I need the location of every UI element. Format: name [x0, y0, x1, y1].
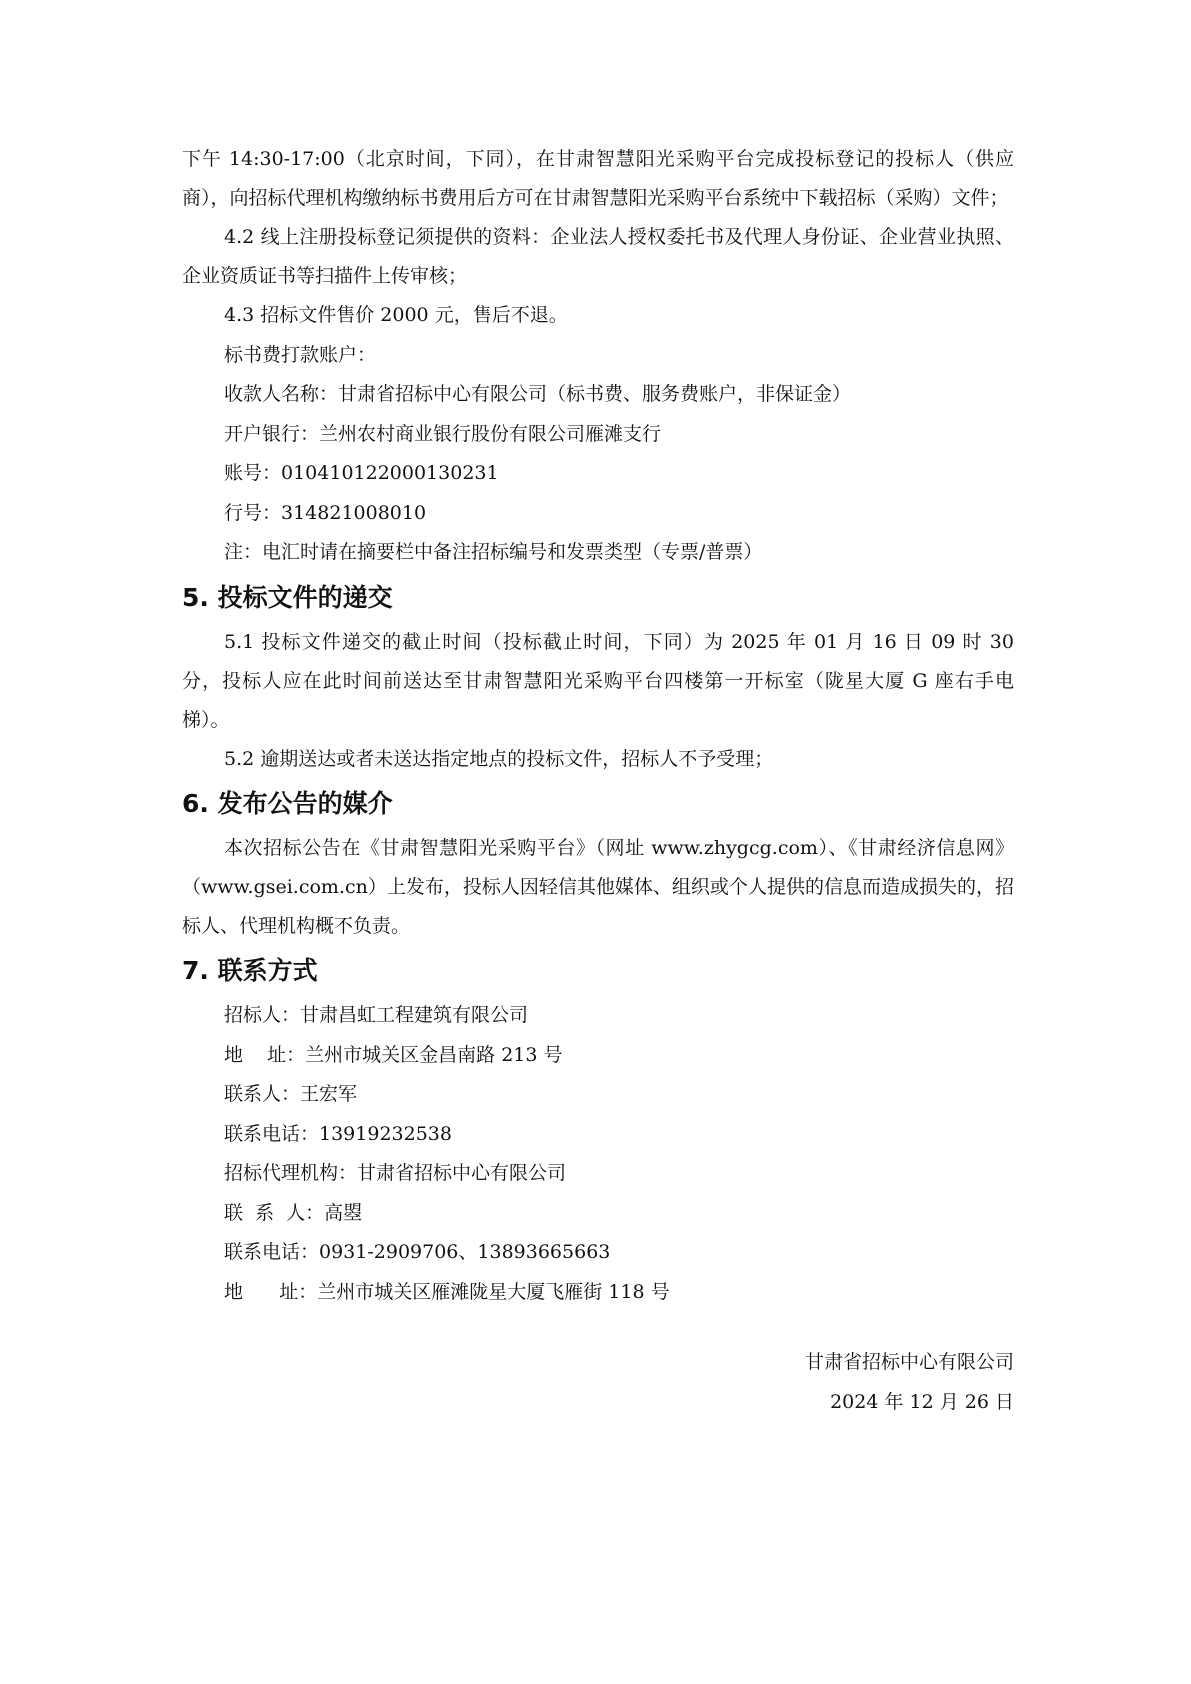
account-title: 标书费打款账户： — [224, 343, 377, 366]
payee-name: 收款人名称：甘肃省招标中心有限公司（标书费、服务费账户，非保证金） — [224, 383, 852, 405]
section-5-heading: 5. 投标文件的递交 — [182, 582, 393, 612]
intro-paragraph: 下午 14:30-17:00（北京时间，下同），在甘肃智慧阳光采购平台完成投标登记的投标人（供应商），向招标代理机构缴纳标书费用后方可在甘肃智慧阳光采购平台系统中下载招标（采购）文件； — [182, 148, 1014, 209]
agency-address: 地 址：兰州市城关区雁滩陇星大厦飞雁街 118 号 — [224, 1280, 670, 1303]
section-6-heading: 6. 发布公告的媒介 — [182, 789, 393, 818]
tenderer-contact: 联系人：王宏军 — [224, 1083, 358, 1105]
tenderer-line: 招标人：甘肃昌虹工程建筑有限公司 — [224, 1004, 529, 1026]
account-number: 账号：010410122000130231 — [224, 462, 499, 484]
agency-contact: 联 系 人：高曌 — [224, 1201, 363, 1224]
signature-block — [182, 1342, 1014, 1422]
document-page — [182, 140, 1014, 1422]
tenderer-address: 地 址：兰州市城关区金昌南路 213 号 — [224, 1043, 563, 1066]
agency-line: 招标代理机构：甘肃省招标中心有限公司 — [224, 1162, 567, 1184]
agency-phone: 联系电话：0931-2909706、13893665663 — [224, 1241, 611, 1263]
signature-organization: 甘肃省招标中心有限公司 — [804, 1351, 1014, 1373]
media-paragraph: 本次招标公告在《甘肃智慧阳光采购平台》（网址 www.zhygcg.com）、《甘肃经济信息网》（www.gsei.com.cn）上发布，投标人因轻信其他媒体、组织或个人提供的信息而造成损失的，招标人、代理机构概不负责。 — [182, 837, 1014, 937]
clause-4-2: 4.2 线上注册投标登记须提供的资料：企业法人授权委托书及代理人身份证、企业营业执照、企业资质证书等扫描件上传审核； — [182, 226, 1014, 287]
remittance-note: 注：电汇时请在摘要栏中备注招标编号和发票类型（专票/普票） — [224, 541, 763, 563]
bank-name: 开户银行：兰州农村商业银行股份有限公司雁滩支行 — [224, 422, 662, 445]
clause-5-2: 5.2 逾期送达或者未送达指定地点的投标文件，招标人不予受理； — [224, 747, 774, 770]
tenderer-phone: 联系电话：13919232538 — [224, 1122, 452, 1145]
signature-date: 2024 年 12 月 26 日 — [830, 1391, 1014, 1413]
clause-4-3: 4.3 招标文件售价 2000 元，售后不退。 — [224, 304, 568, 326]
bank-number: 行号：314821008010 — [224, 501, 427, 524]
clause-5-1: 5.1 投标文件递交的截止时间（投标截止时间，下同）为 2025 年 01 月 16 日 09 时 30 分，投标人应在此时间前送达至甘肃智慧阳光采购平台四楼第一开标室（陇星大厦 G 座右手电梯）。 — [182, 630, 1014, 731]
section-7-heading: 7. 联系方式 — [182, 956, 318, 985]
